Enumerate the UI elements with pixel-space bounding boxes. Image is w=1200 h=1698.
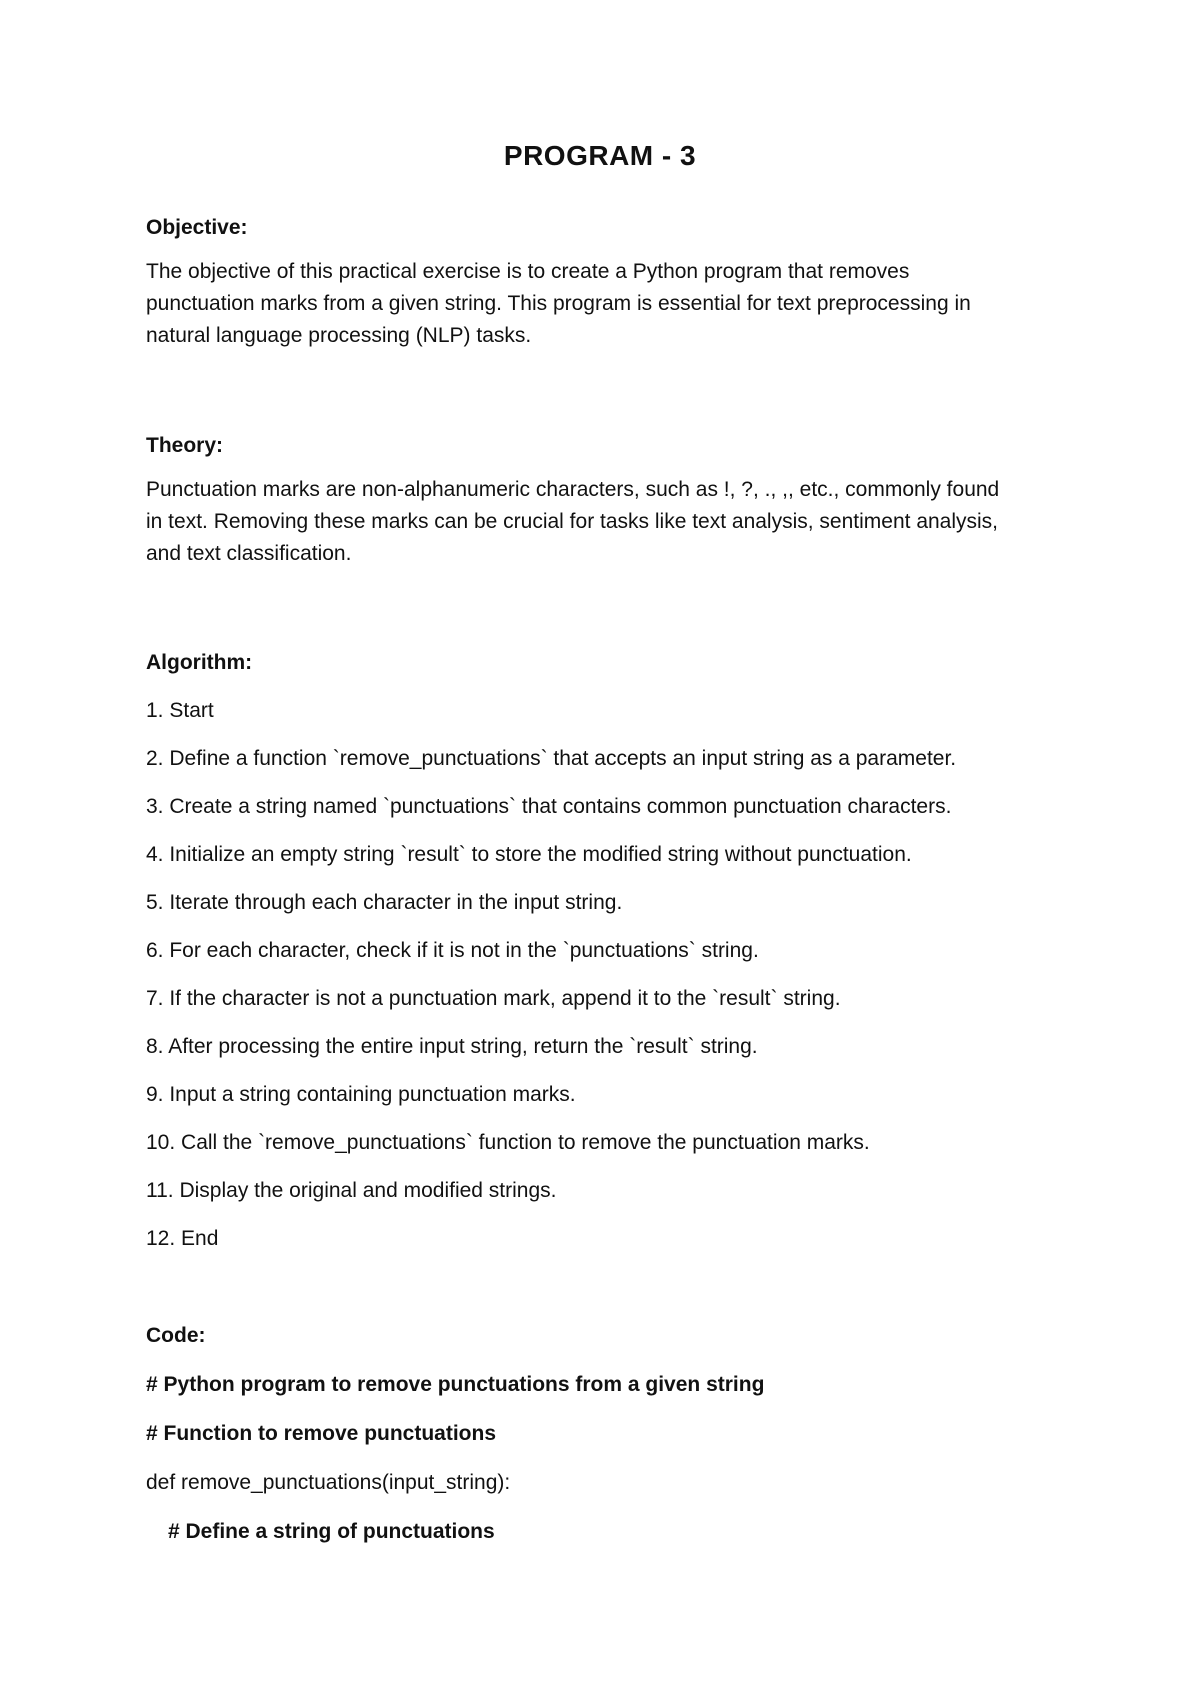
theory-heading: Theory:	[146, 434, 224, 457]
algorithm-step: 2. Define a function `remove_punctuations` that accepts an input string as a parameter.	[146, 747, 957, 770]
objective-line: The objective of this practical exercise is to create a Python program that removes	[146, 260, 910, 283]
algorithm-step: 10. Call the `remove_punctuations` function to remove the punctuation marks.	[146, 1131, 870, 1154]
algorithm-step: 8. After processing the entire input string, return the `result` string.	[146, 1035, 758, 1058]
code-comment: # Function to remove punctuations	[146, 1422, 497, 1445]
theory-line: in text. Removing these marks can be crucial for tasks like text analysis, sentiment analysis,	[146, 510, 999, 533]
code-section	[146, 1320, 1066, 1565]
algorithm-step: 4. Initialize an empty string `result` to store the modified string without punctuation.	[146, 843, 912, 866]
algorithm-section	[146, 647, 1066, 1271]
algorithm-step: 3. Create a string named `punctuations` that contains common punctuation characters.	[146, 795, 952, 818]
code-comment: # Define a string of punctuations	[168, 1520, 495, 1543]
algorithm-step: 1. Start	[146, 699, 214, 722]
objective-line: punctuation marks from a given string. This program is essential for text preprocessing in	[146, 292, 971, 315]
objective-section	[146, 212, 1066, 352]
page-title: PROGRAM - 3	[503, 140, 697, 171]
objective-line: natural language processing (NLP) tasks.	[146, 324, 532, 347]
theory-line: Punctuation marks are non-alphanumeric characters, such as !, ?, ., ,, etc., commonly found	[146, 478, 1000, 501]
algorithm-step: 12. End	[146, 1227, 219, 1250]
code-comment: # Python program to remove punctuations from a given string	[146, 1373, 765, 1396]
code-heading: Code:	[146, 1324, 206, 1347]
objective-heading: Objective:	[146, 216, 248, 239]
theory-line: and text classification.	[146, 542, 352, 565]
algorithm-step: 6. For each character, check if it is not in the `punctuations` string.	[146, 939, 759, 962]
algorithm-step: 11. Display the original and modified strings.	[146, 1179, 557, 1202]
algorithm-step: 9. Input a string containing punctuation marks.	[146, 1083, 576, 1106]
algorithm-step: 7. If the character is not a punctuation mark, append it to the `result` string.	[146, 987, 841, 1010]
code-line: def remove_punctuations(input_string):	[146, 1471, 511, 1494]
algorithm-heading: Algorithm:	[146, 651, 253, 674]
theory-section	[146, 430, 1066, 570]
algorithm-step: 5. Iterate through each character in the input string.	[146, 891, 623, 914]
